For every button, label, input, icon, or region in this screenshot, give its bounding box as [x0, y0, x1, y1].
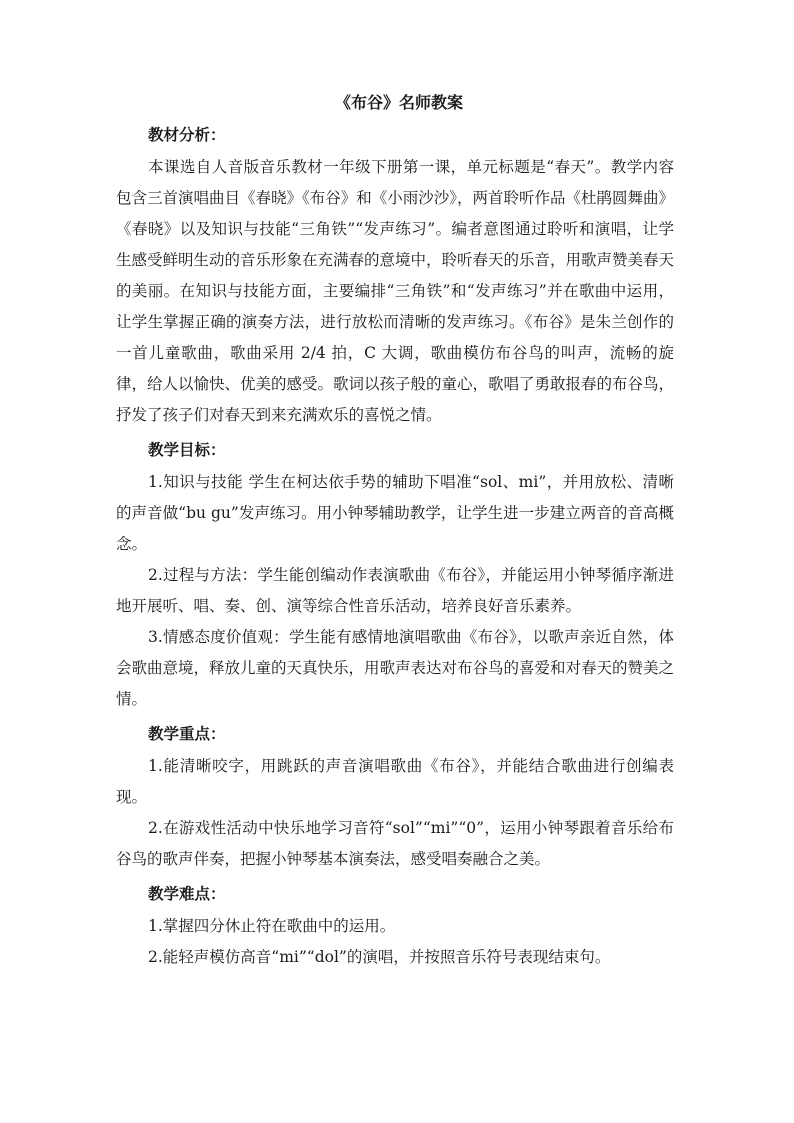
document-title: 《布谷》名师教案: [334, 93, 463, 112]
paragraph: 1.能清晰咬字，用跳跃的声音演唱歌曲《布谷》，并能结合歌曲进行创编表现。: [116, 757, 674, 806]
section-heading: 教学难点：: [148, 884, 226, 903]
section-heading: 教学目标：: [148, 440, 226, 459]
section-teaching-objectives: [116, 439, 674, 715]
paragraph: 2.过程与方法：学生能创编动作表演歌曲《布谷》，并能运用小钟琴循序渐进地开展听、唱、奏、创、演等综合性音乐活动，培养良好音乐素养。: [116, 566, 674, 615]
paragraph: 本课选自人音版音乐教材一年级下册第一课，单元标题是“春天”。教学内容包含三首演唱曲目《春晓》《布谷》和《小雨沙沙》，两首聆听作品《杜鹃圆舞曲》《春晓》以及知识与技能“三角铁”“发声练习”。编者意图通过聆听和演唱，让学生感受鲜明生动的音乐形象在充满春的意境中，聆听春天的乐音，用歌声赞美春天的美丽。在知识与技能方面，主要编排“三角铁”和“发声练习”并在歌曲中运用，让学生掌握正确的演奏方法，进行放松而清晰的发声练习。《布谷》是朱兰创作的一首儿童歌曲，歌曲采用 2/4 拍，C 大调，歌曲模仿布谷鸟的叫声，流畅的旋律，给人以愉快、优美的感受。歌词以孩子般的童心，歌唱了勇敢报春的布谷鸟，抒发了孩子们对春天到来充满欢乐的喜悦之情。: [116, 158, 675, 424]
section-heading: 教材分析：: [148, 125, 226, 144]
section-difficulties: [116, 883, 674, 973]
paragraph: 2.在游戏性活动中快乐地学习音符“sol”“mi”“0”，运用小钟琴跟着音乐给布谷鸟的歌声伴奏，把握小钟琴基本演奏法，感受唱奏融合之美。: [116, 819, 674, 868]
paragraph: 1.知识与技能 学生在柯达依手势的辅助下唱准“sol、mi”，并用放松、清晰的声音做“bu gu”发声练习。用小钟琴辅助教学，让学生进一步建立两音的音高概念。: [116, 473, 674, 553]
paragraph: 1.掌握四分休止符在歌曲中的运用。: [148, 917, 396, 935]
paragraph: 2.能轻声模仿高音“mi”“dol”的演唱，并按照音乐符号表现结束句。: [148, 948, 611, 966]
section-materials-analysis: [116, 124, 674, 431]
paragraph: 3.情感态度价值观：学生能有感情地演唱歌曲《布谷》，以歌声亲近自然，体会歌曲意境，释放儿童的天真快乐，用歌声表达对布谷鸟的喜爱和对春天的赞美之情。: [116, 628, 675, 708]
section-key-points: [116, 723, 674, 875]
section-heading: 教学重点：: [148, 724, 226, 743]
